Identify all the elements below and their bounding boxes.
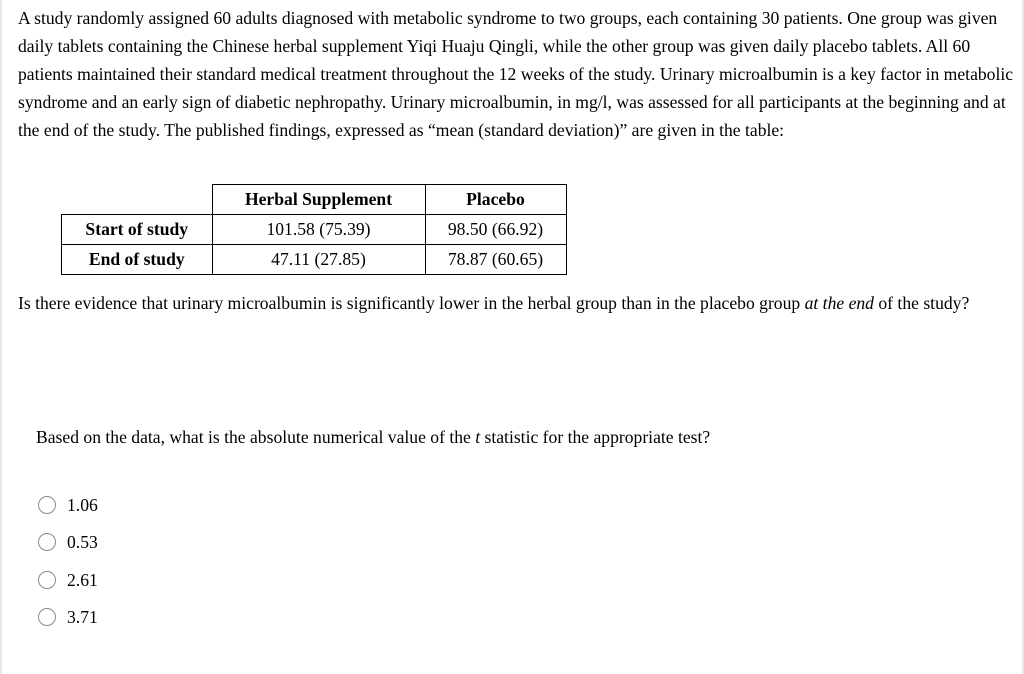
question-text-end: of the study? (873, 293, 970, 313)
header-herbal: Herbal Supplement (212, 185, 425, 215)
answer-options (38, 486, 98, 636)
radio-button[interactable] (38, 533, 56, 551)
radio-button[interactable] (38, 571, 56, 589)
radio-button[interactable] (38, 608, 56, 626)
left-border (0, 0, 2, 674)
cell-end-herbal: 47.11 (27.85) (212, 245, 425, 275)
prompt-text-end: statistic for the appropriate test? (480, 427, 711, 447)
question-text (18, 289, 1020, 317)
answer-option-label[interactable]: 2.61 (67, 569, 98, 590)
header-placebo: Placebo (425, 185, 566, 215)
row-label-end: End of study (62, 245, 213, 275)
answer-option-label[interactable]: 3.71 (67, 607, 98, 628)
table-corner-cell (62, 185, 213, 215)
row-label-start: Start of study (62, 215, 213, 245)
answer-option[interactable] (38, 486, 98, 524)
answer-option-label[interactable]: 0.53 (67, 532, 98, 553)
radio-button[interactable] (38, 496, 56, 514)
answer-prompt (36, 424, 936, 450)
answer-option[interactable] (38, 599, 98, 637)
study-description-text: A study randomly assigned 60 adults diagnosed with metabolic syndrome to two groups, each containing 30 patients. One group was given daily tablets containing the Chinese herbal supplement Yiqi Huaju Qingli, while the other group was given daily placebo tablets. All 60 patients maintained their standard medical treatment throughout the 12 weeks of the study. Urinary microalbumin is a key factor in metabolic syndrome and an early sign of diabetic nephropathy. Urinary microalbumin, in mg/l, was assessed for all participants at the beginning and at the end of the study. The published findings, expressed as “mean (standard deviation)” are given in the table: (18, 8, 1014, 140)
question-emphasis: at the end (804, 293, 874, 313)
cell-start-herbal: 101.58 (75.39) (212, 215, 425, 245)
question-text-start: Is there evidence that urinary microalbumin is significantly lower in the herbal group than in the placebo group (18, 293, 805, 313)
cell-start-placebo: 98.50 (66.92) (425, 215, 566, 245)
cell-end-placebo: 78.87 (60.65) (425, 245, 566, 275)
prompt-variable: t (475, 427, 481, 447)
answer-option[interactable] (38, 561, 98, 599)
table-row (62, 245, 567, 275)
answer-option[interactable] (38, 524, 98, 562)
study-description (18, 4, 1020, 144)
prompt-text-start: Based on the data, what is the absolute numerical value of the (36, 427, 476, 447)
table-header-row (62, 185, 567, 215)
results-table (61, 184, 567, 275)
answer-option-label[interactable]: 1.06 (67, 494, 98, 515)
table-row (62, 215, 567, 245)
